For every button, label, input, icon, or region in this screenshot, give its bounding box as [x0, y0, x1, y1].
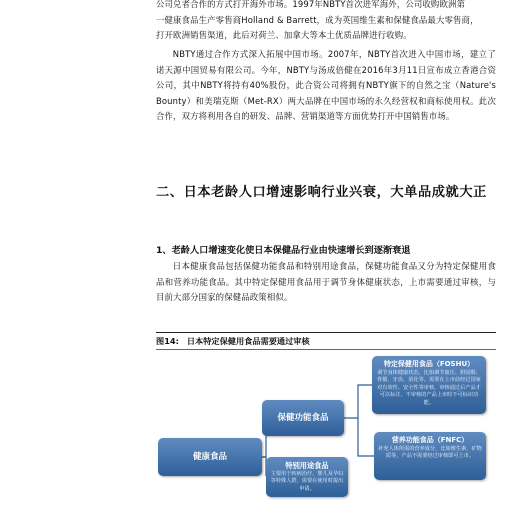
functional-food-box: 保健功能食品: [262, 400, 344, 436]
p1-line1: 公司兑者合作的方式打开海外市场。1997年NBTY首次进军海外，公司收购欧洲第: [156, 0, 466, 9]
paragraph-nbty-china: [156, 47, 496, 125]
foshu-box: [372, 356, 486, 414]
special-use-food-box: [266, 457, 348, 497]
subsection-title: 1、老龄人口增速变化使日本保健品行业由快速增长到逐渐衰退: [156, 245, 411, 256]
p1-line2: 一健康食品生产零售商Holland & Barrett，成为英国维生素和保健食品最大零售商，: [156, 14, 479, 25]
connector-functional-to-foshu: [344, 385, 372, 418]
figure-caption: [156, 332, 496, 350]
health-food-box: 健康食品: [158, 438, 262, 476]
fnfc-box: [374, 432, 486, 480]
p2-text: NBTY通过合作方式深入拓展中国市场。2007年，NBTY首次进入中国市场，建立了诺天源中国贸易有限公司。今年，NBTY与汤成倍健在2016年3月11日宣布成立香港合资公司，其中NBTY将持有40%股份，此合资公司将拥有NBTY旗下的自然之宝（Nature's Bounty）和美瑞克斯（Met-RX）两大品牌在中国市场的永久经营权和商标使用权。此次合作，双方将利用各自的研发、品牌、营销渠道等方面优势打开中国销售市场。: [156, 49, 496, 122]
figure-number: 图14:: [156, 336, 179, 346]
fnfc-title: 营养功能食品（FNFC）: [391, 436, 469, 444]
p1-line3: 打开欧洲销售渠道，此后对荷兰、加拿大等本土优质品牌进行收购。: [156, 30, 412, 41]
health-food-classification-diagram: [156, 350, 496, 520]
p3-text: 日本健康食品包括保健功能食品和特别用途食品，保健功能食品又分为特定保健用食品和营养功能食品。其中特定保健用食品用于调节身体健康状态，上市需要通过审核，与目前大部分国家的保健品政策相似。: [156, 261, 496, 303]
figure-caption-text: 日本特定保健用食品需要通过审核: [186, 336, 310, 346]
foshu-title: 特定保健用食品（FOSHU）: [383, 360, 475, 368]
paragraph-japan-health-food: [156, 259, 496, 306]
special-use-food-title: 特别用途食品: [285, 461, 329, 470]
section-title: 二、日本老龄人口增速影响行业兴衰，大单品成就大正: [156, 185, 487, 200]
fnfc-desc: 补充人体所需的营养成分，比如维生素、矿物质等，产品不需要经过审核即可上市。: [378, 446, 482, 460]
special-use-food-desc: 主要用于疾病治疗，婴儿及孕妇等特殊人群，需要在使用时提出申请。: [270, 471, 344, 492]
connector-functional-to-fnfc: [358, 418, 374, 456]
paragraph-nbty-overseas: [156, 0, 496, 44]
foshu-desc: 调节身体健康状态，比如调节血压、胆固醇、骨骼、牙齿、消化等。需要在上市前经过国家对有效性、安全性等审核，审核通过后产品才可以标注，不审核的产品上市时不可标识功能。: [377, 370, 481, 406]
